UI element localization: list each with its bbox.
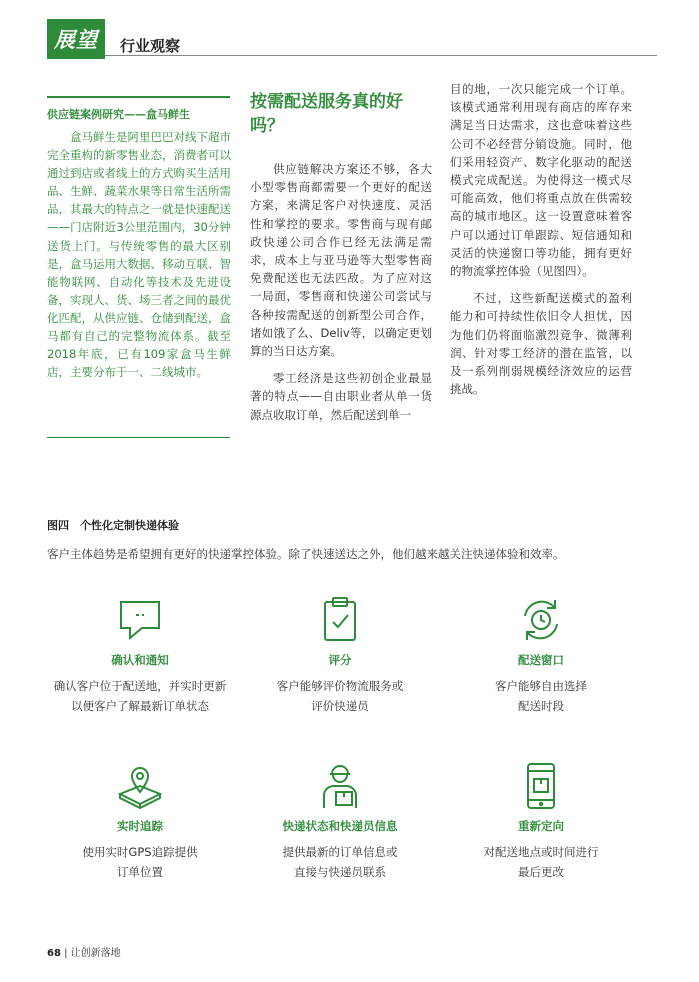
header-rule <box>105 55 657 56</box>
paragraph: 供应链解决方案还不够，各大小型零售商都需要一个更好的配送方案，来满足客户对快速度、灵活性和掌控的要求。零售商与现有邮政快递公司合作已经无法满足需求，成本上与亚马逊等大型零售商免费配送也无法匹敌。为了应对这一局面，零售商和快递公司尝试与各种按需配送的创新型公司合作，诸如饿了么、Deliv等，以确定更划算的当日达方案。 <box>250 162 432 359</box>
sidebar-bottom-rule <box>47 437 230 438</box>
feature-title: 配送窗口 <box>518 653 564 667</box>
page-footer <box>47 944 121 959</box>
feature-delivery-window <box>441 596 641 716</box>
feature-title: 重新定向 <box>518 819 564 833</box>
clipboard-check-icon <box>316 596 364 644</box>
chat-bubble-icon <box>116 596 164 644</box>
page-number: 68 <box>47 948 61 959</box>
feature-tracking <box>40 762 240 882</box>
feature-description: 客户能够评价物流服务或 评价快递员 <box>276 679 404 713</box>
feature-title: 评分 <box>328 653 352 667</box>
feature-description: 对配送地点或时间进行 最后更改 <box>483 845 599 879</box>
paragraph: 目的地，一次只能完成一个订单。该模式通常利用现有商店的库存来满足当日达需求，这也意味着这些公司不必经营分销设施。同时，他们采用轻资产、数字化驱动的配送模式完成配送。为使得这一模式尽可能高效，他们将重点放在供需较高的城市地区。这一设置意味着客户可以通过订单跟踪、短信通知和灵活的快递窗口等功能，拥有更好的物流掌控体验（见图四）。 <box>450 82 632 279</box>
feature-courier-status <box>240 762 440 882</box>
courier-icon <box>316 762 364 810</box>
feature-title: 确认和通知 <box>111 653 169 667</box>
feature-description: 使用实时GPS追踪提供 订单位置 <box>82 845 198 879</box>
clock-cycle-icon <box>517 596 565 644</box>
footer-text: 让创新落地 <box>70 948 121 959</box>
middle-column <box>250 160 432 424</box>
figure-description: 客户主体趋势是希望拥有更好的快递掌控体验。除了快速送达之外，他们越来越关注快递体验和效率。 <box>47 547 565 561</box>
sidebar-title: 供应链案例研究——盒马鲜生 <box>47 108 190 121</box>
location-box-icon <box>116 762 164 810</box>
feature-title: 快递状态和快递员信息 <box>282 819 398 833</box>
feature-rating <box>240 596 440 716</box>
feature-title: 实时追踪 <box>117 819 163 833</box>
feature-confirm-notify <box>40 596 240 716</box>
article-heading: 按需配送服务真的好吗？ <box>250 92 403 136</box>
paragraph: 不过，这些新配送模式的盈利能力和可持续性依旧令人担忧，因为他们仍将面临激烈竞争、微薄利润、针对零工经济的潜在监管，以及一系列削弱规模经济效应的运营挑战。 <box>450 291 632 397</box>
right-column <box>450 80 632 398</box>
phone-package-icon <box>517 762 565 810</box>
footer-separator: | <box>64 948 68 959</box>
feature-description: 确认客户位于配送地，并实时更新 以便客户了解最新订单状态 <box>53 679 227 713</box>
sidebar-body: 盒马鲜生是阿里巴巴对线下超市完全重构的新零售业态，消费者可以通过到店或者线上的方式购买生活用品、生鲜、蔬菜水果等日常生活所需品，其最大的特点之一就是快速配送——门店附近3公里范围内，30分钟送货上门。与传统零售的最大区别是，盒马运用大数据、移动互联、智能物联网、自动化等技术及先进设备，实现人、货、场三者之间的最优化匹配，从供应链、仓储到配送，盒马都有自己的完整物流体系。截至2018年底，已有109家盒马生鲜店，主要分布于一、二线城市。 <box>47 130 231 380</box>
feature-description: 提供最新的订单信息或 直接与快递员联系 <box>282 845 398 879</box>
section-title: 行业观察 <box>120 37 181 55</box>
logo-text: 展望 <box>54 27 98 52</box>
feature-description: 客户能够自由选择 配送时段 <box>495 679 587 713</box>
sidebar-top-rule <box>47 96 230 98</box>
figure-title: 图四 个性化定制快递体验 <box>47 519 179 532</box>
paragraph: 零工经济是这些初创企业最显著的特点——自由职业者从单一货源点收取订单，然后配送到单一 <box>250 371 432 422</box>
logo <box>47 19 105 59</box>
feature-redirect <box>441 762 641 882</box>
